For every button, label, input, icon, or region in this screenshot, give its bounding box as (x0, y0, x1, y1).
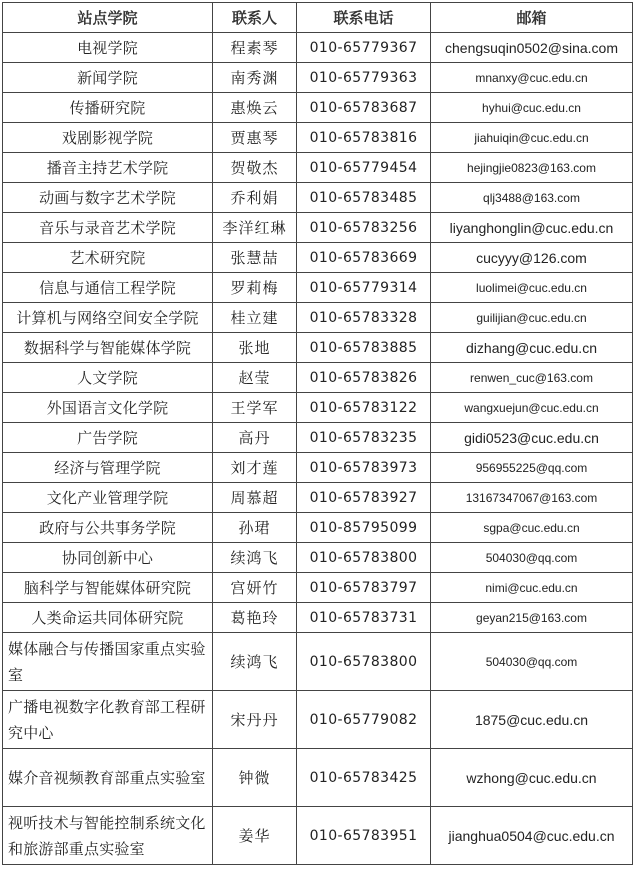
phone-cell: 010-65779454 (297, 153, 431, 183)
site-cell: 播音主持艺术学院 (3, 153, 213, 183)
phone-cell: 010-65783122 (297, 393, 431, 423)
table-row (3, 453, 633, 483)
contact-person-cell: 赵莹 (213, 363, 297, 393)
phone-cell: 010-65783669 (297, 243, 431, 273)
site-cell: 文化产业管理学院 (3, 483, 213, 513)
contact-person-cell: 贺敬杰 (213, 153, 297, 183)
table-row (3, 483, 633, 513)
email-cell: 956955225@qq.com (431, 453, 633, 483)
phone-cell: 010-65783816 (297, 123, 431, 153)
table-row (3, 807, 633, 865)
email-cell: 1875@cuc.edu.cn (431, 691, 633, 749)
contact-person-cell: 宫妍竹 (213, 573, 297, 603)
email-cell: guilijian@cuc.edu.cn (431, 303, 633, 333)
table-row (3, 33, 633, 63)
phone-cell: 010-65783731 (297, 603, 431, 633)
table-row (3, 691, 633, 749)
contact-person-cell: 高丹 (213, 423, 297, 453)
phone-cell: 010-65783885 (297, 333, 431, 363)
site-cell: 动画与数字艺术学院 (3, 183, 213, 213)
email-cell: wangxuejun@cuc.edu.cn (431, 393, 633, 423)
phone-cell: 010-65783485 (297, 183, 431, 213)
phone-cell: 010-65783826 (297, 363, 431, 393)
email-cell: 504030@qq.com (431, 633, 633, 691)
email-cell: mnanxy@cuc.edu.cn (431, 63, 633, 93)
site-cell: 戏剧影视学院 (3, 123, 213, 153)
email-cell: luolimei@cuc.edu.cn (431, 273, 633, 303)
phone-cell: 010-65783797 (297, 573, 431, 603)
table-row (3, 213, 633, 243)
email-cell: gidi0523@cuc.edu.cn (431, 423, 633, 453)
phone-cell: 010-65779314 (297, 273, 431, 303)
contact-person-cell: 贾惠琴 (213, 123, 297, 153)
phone-cell: 010-65783973 (297, 453, 431, 483)
contact-person-cell: 程素琴 (213, 33, 297, 63)
table-row (3, 303, 633, 333)
email-cell: chengsuqin0502@sina.com (431, 33, 633, 63)
contact-person-cell: 南秀渊 (213, 63, 297, 93)
table-row (3, 573, 633, 603)
site-cell: 信息与通信工程学院 (3, 273, 213, 303)
contact-person-cell: 乔利娟 (213, 183, 297, 213)
contact-person-cell: 宋丹丹 (213, 691, 297, 749)
site-cell: 媒体融合与传播国家重点实验室 (3, 633, 213, 691)
phone-cell: 010-65783800 (297, 633, 431, 691)
phone-cell: 010-65783687 (297, 93, 431, 123)
phone-cell: 010-65779367 (297, 33, 431, 63)
site-cell: 电视学院 (3, 33, 213, 63)
email-cell: liyanghonglin@cuc.edu.cn (431, 213, 633, 243)
site-cell: 视听技术与智能控制系统文化和旅游部重点实验室 (3, 807, 213, 865)
site-cell: 外国语言文化学院 (3, 393, 213, 423)
table-row (3, 63, 633, 93)
email-cell: nimi@cuc.edu.cn (431, 573, 633, 603)
email-cell: geyan215@163.com (431, 603, 633, 633)
header-site: 站点学院 (3, 3, 213, 33)
contact-table (2, 2, 633, 865)
site-cell: 广播电视数字化教育部工程研究中心 (3, 691, 213, 749)
phone-cell: 010-65783256 (297, 213, 431, 243)
email-cell: qlj3488@163.com (431, 183, 633, 213)
contact-person-cell: 姜华 (213, 807, 297, 865)
contact-person-cell: 张慧喆 (213, 243, 297, 273)
contact-person-cell: 续鸿飞 (213, 633, 297, 691)
email-cell: sgpa@cuc.edu.cn (431, 513, 633, 543)
contact-person-cell: 孙珺 (213, 513, 297, 543)
header-phone: 联系电话 (297, 3, 431, 33)
email-cell: hejingjie0823@163.com (431, 153, 633, 183)
contact-person-cell: 王学军 (213, 393, 297, 423)
contact-person-cell: 钟微 (213, 749, 297, 807)
contact-person-cell: 续鸿飞 (213, 543, 297, 573)
table-row (3, 243, 633, 273)
email-cell: jiahuiqin@cuc.edu.cn (431, 123, 633, 153)
table-row (3, 363, 633, 393)
phone-cell: 010-65783235 (297, 423, 431, 453)
site-cell: 传播研究院 (3, 93, 213, 123)
phone-cell: 010-65783800 (297, 543, 431, 573)
site-cell: 人文学院 (3, 363, 213, 393)
contact-person-cell: 葛艳玲 (213, 603, 297, 633)
site-cell: 广告学院 (3, 423, 213, 453)
email-cell: dizhang@cuc.edu.cn (431, 333, 633, 363)
table-row (3, 273, 633, 303)
contact-person-cell: 桂立建 (213, 303, 297, 333)
contact-person-cell: 刘才莲 (213, 453, 297, 483)
phone-cell: 010-65783425 (297, 749, 431, 807)
site-cell: 计算机与网络空间安全学院 (3, 303, 213, 333)
site-cell: 数据科学与智能媒体学院 (3, 333, 213, 363)
site-cell: 艺术研究院 (3, 243, 213, 273)
phone-cell: 010-65779082 (297, 691, 431, 749)
site-cell: 新闻学院 (3, 63, 213, 93)
table-row (3, 183, 633, 213)
contact-person-cell: 张地 (213, 333, 297, 363)
email-cell: jianghua0504@cuc.edu.cn (431, 807, 633, 865)
table-row (3, 543, 633, 573)
phone-cell: 010-85795099 (297, 513, 431, 543)
site-cell: 人类命运共同体研究院 (3, 603, 213, 633)
table-row (3, 333, 633, 363)
email-cell: hyhui@cuc.edu.cn (431, 93, 633, 123)
email-cell: 504030@qq.com (431, 543, 633, 573)
site-cell: 协同创新中心 (3, 543, 213, 573)
header-email: 邮箱 (431, 3, 633, 33)
phone-cell: 010-65779363 (297, 63, 431, 93)
email-cell: 13167347067@163.com (431, 483, 633, 513)
contact-person-cell: 李洋红琳 (213, 213, 297, 243)
table-row (3, 633, 633, 691)
table-row (3, 93, 633, 123)
contact-person-cell: 周慕超 (213, 483, 297, 513)
table-row (3, 123, 633, 153)
site-cell: 经济与管理学院 (3, 453, 213, 483)
table-row (3, 153, 633, 183)
phone-cell: 010-65783927 (297, 483, 431, 513)
table-row (3, 393, 633, 423)
site-cell: 媒介音视频教育部重点实验室 (3, 749, 213, 807)
table-row (3, 513, 633, 543)
email-cell: cucyyy@126.com (431, 243, 633, 273)
phone-cell: 010-65783951 (297, 807, 431, 865)
table-row (3, 603, 633, 633)
phone-cell: 010-65783328 (297, 303, 431, 333)
site-cell: 脑科学与智能媒体研究院 (3, 573, 213, 603)
table-header-row (3, 3, 633, 33)
table-row (3, 423, 633, 453)
email-cell: renwen_cuc@163.com (431, 363, 633, 393)
contact-person-cell: 惠焕云 (213, 93, 297, 123)
email-cell: wzhong@cuc.edu.cn (431, 749, 633, 807)
site-cell: 音乐与录音艺术学院 (3, 213, 213, 243)
table-row (3, 749, 633, 807)
site-cell: 政府与公共事务学院 (3, 513, 213, 543)
contact-person-cell: 罗莉梅 (213, 273, 297, 303)
header-person: 联系人 (213, 3, 297, 33)
